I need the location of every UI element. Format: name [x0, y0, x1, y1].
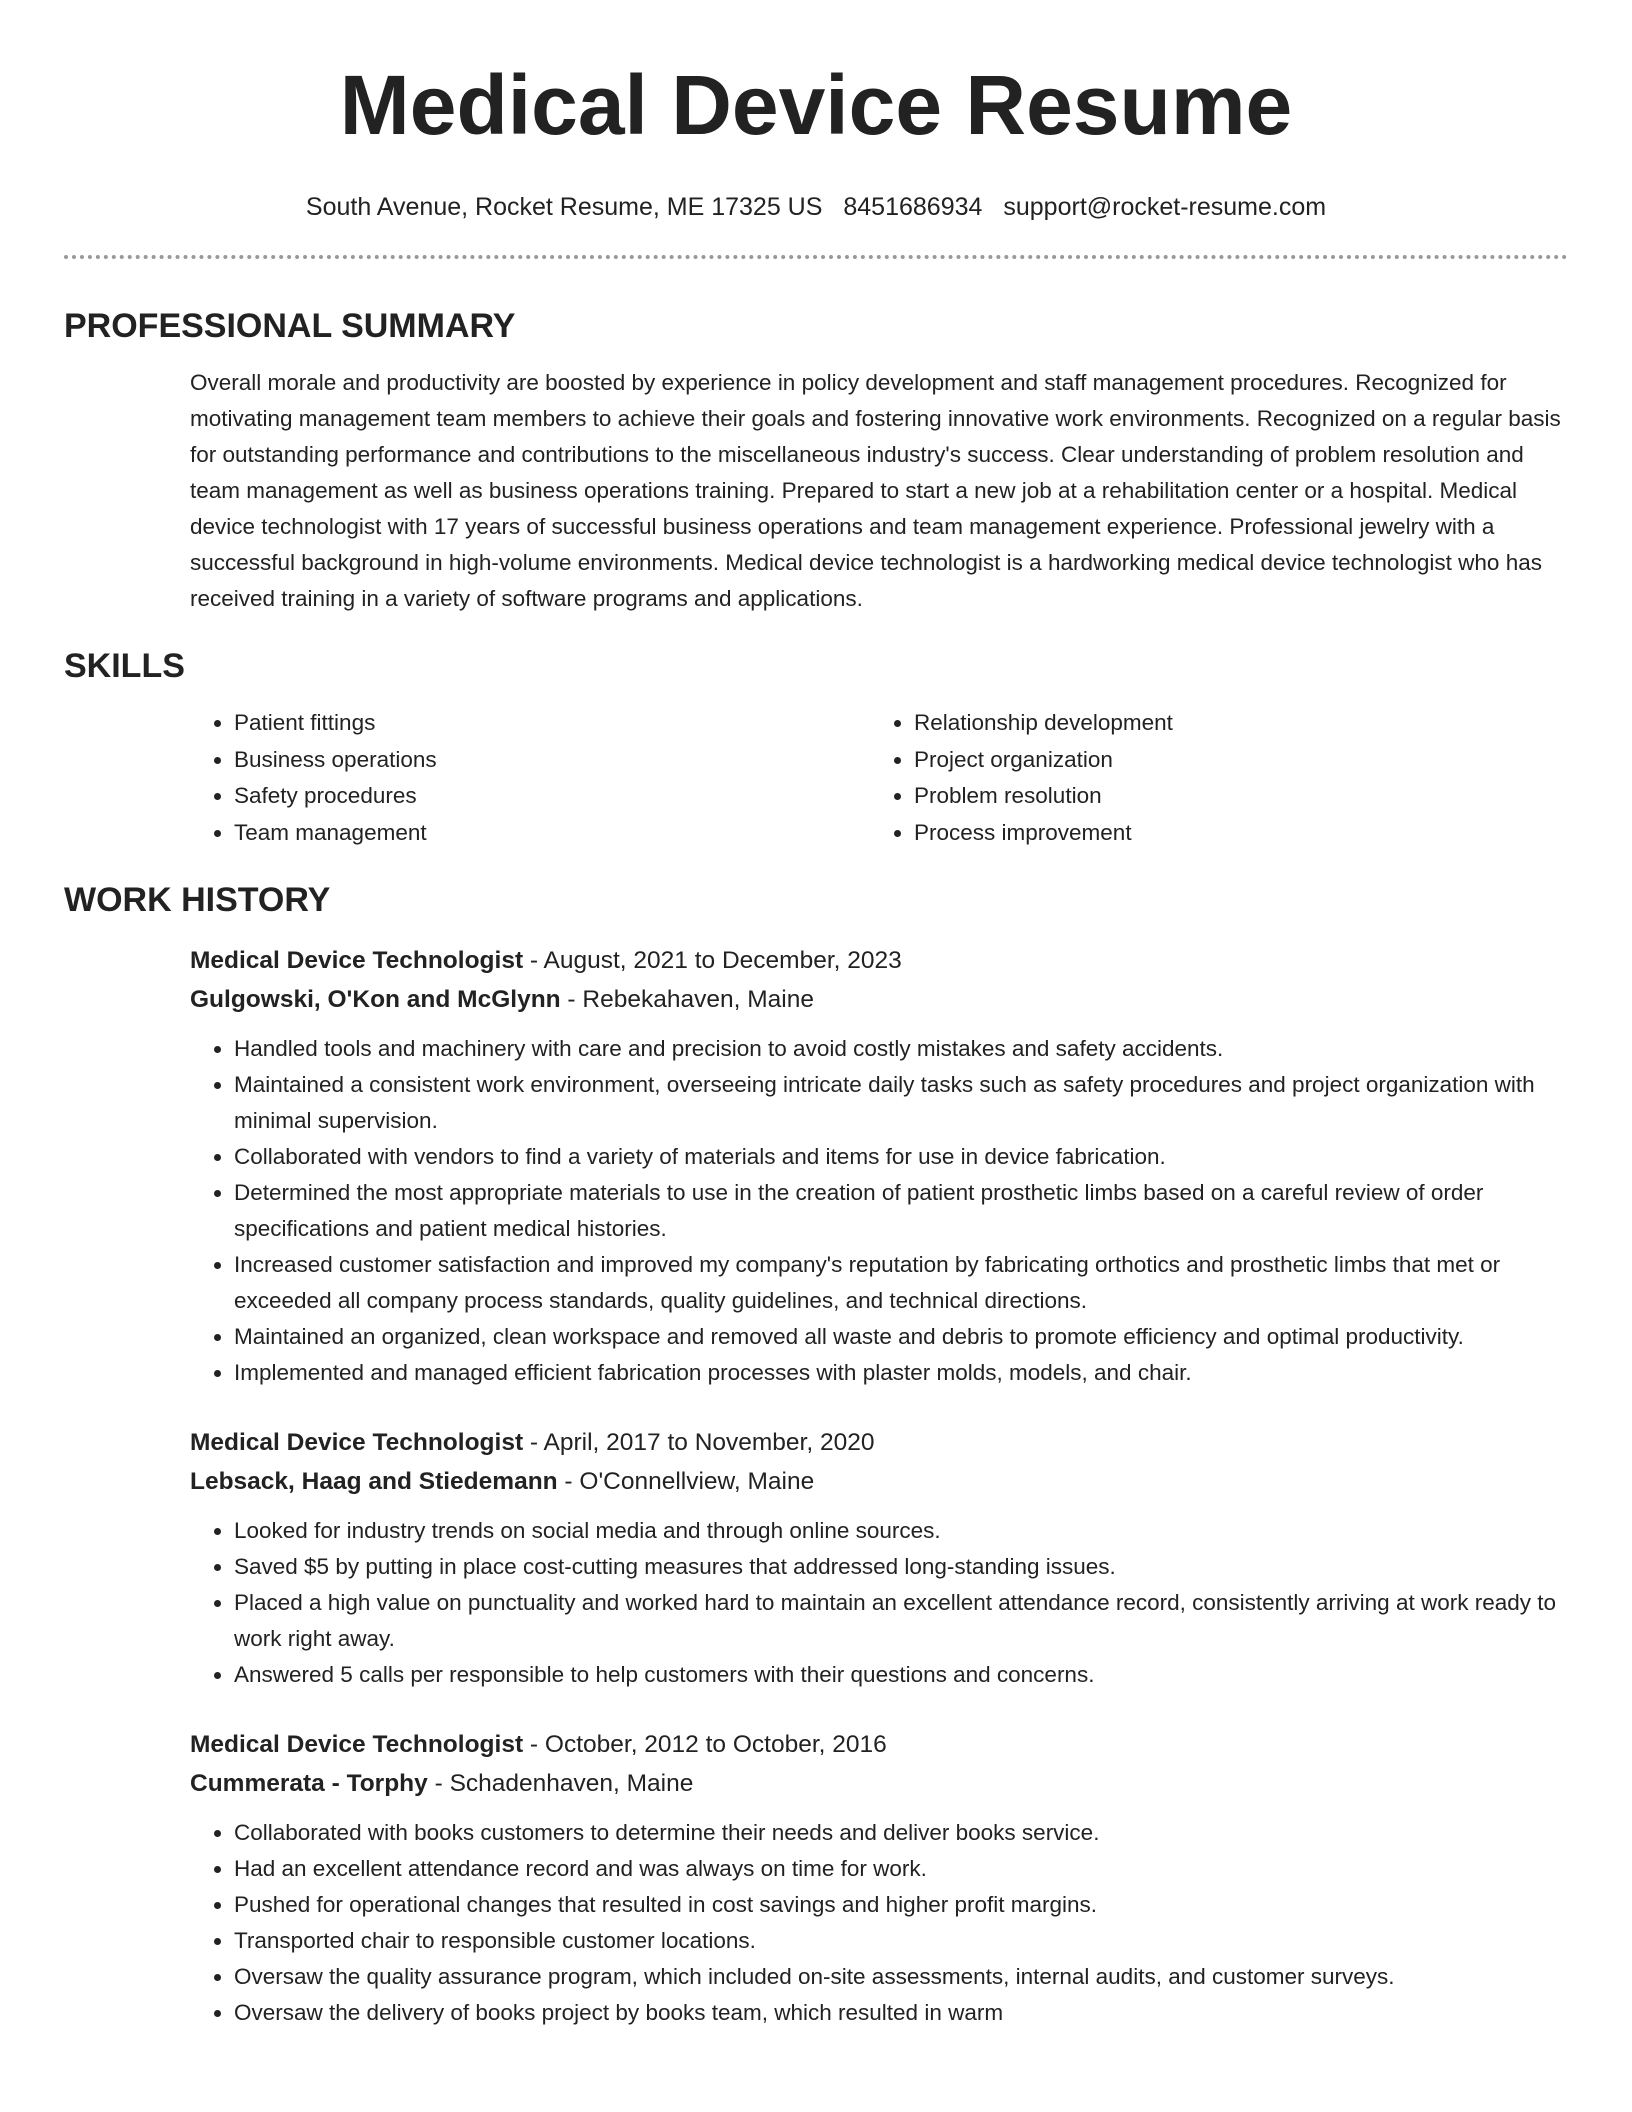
- job-entry: [190, 1725, 1568, 2031]
- job-bullets: [190, 1031, 1568, 1391]
- skills-column-left: [190, 705, 870, 851]
- job-entry: [190, 1423, 1568, 1693]
- separator: -: [560, 986, 583, 1013]
- job-location: O'Connellview, Maine: [579, 1468, 815, 1495]
- job-bullet: • Handled tools and machinery with care and precision to avoid costly mistakes and safety accidents.: [234, 1031, 1568, 1067]
- resume-title: Medical Device Resume: [339, 58, 1293, 152]
- skill-item: • Business operations: [234, 742, 870, 779]
- job-bullet: • Collaborated with books customers to determine their needs and deliver books service.: [234, 1815, 1568, 1851]
- job-bullet: • Had an excellent attendance record and was always on time for work.: [234, 1851, 1568, 1887]
- skill-item: • Process improvement: [914, 815, 1550, 852]
- skill-item: • Relationship development: [914, 705, 1550, 742]
- job-company: Cummerata - Torphy: [190, 1770, 428, 1797]
- skills-heading: SKILLS: [64, 647, 185, 685]
- job-company-line: [190, 980, 1568, 1019]
- contact-address: South Avenue, Rocket Resume, ME 17325 US: [305, 193, 823, 221]
- job-dates: October, 2012 to October, 2016: [544, 1731, 887, 1758]
- job-company-line: [190, 1462, 1568, 1501]
- job-role-line: [190, 1423, 1568, 1462]
- job-bullet: • Transported chair to responsible customer locations.: [234, 1923, 1568, 1959]
- job-dates: August, 2021 to December, 2023: [543, 947, 902, 974]
- job-bullet: • Implemented and managed efficient fabrication processes with plaster molds, models, and chair.: [234, 1355, 1568, 1391]
- skill-item: • Project organization: [914, 742, 1550, 779]
- summary-heading: PROFESSIONAL SUMMARY: [64, 307, 516, 345]
- job-role: Medical Device Technologist: [190, 947, 524, 974]
- job-bullet: • Maintained an organized, clean workspace and removed all waste and debris to promote efficiency and optimal productivity.: [234, 1319, 1568, 1355]
- job-company: Gulgowski, O'Kon and McGlynn: [190, 986, 561, 1013]
- job-location: Schadenhaven, Maine: [449, 1770, 694, 1797]
- job-entry: [190, 941, 1568, 1391]
- separator: -: [427, 1770, 450, 1797]
- contact-line: [64, 191, 1568, 223]
- header-divider: [64, 255, 1568, 259]
- job-bullet: • Answered 5 calls per responsible to help customers with their questions and concerns.: [234, 1657, 1568, 1693]
- resume-header: [64, 0, 1568, 223]
- skill-item: • Patient fittings: [234, 705, 870, 742]
- job-bullet: • Increased customer satisfaction and improved my company's reputation by fabricating orthotics and prosthetic limbs that met or exceeded all company process standards, quality guidelines, and technical directions.: [234, 1247, 1568, 1319]
- separator: -: [557, 1468, 580, 1495]
- job-bullet: • Pushed for operational changes that resulted in cost savings and higher profit margins.: [234, 1887, 1568, 1923]
- summary-text: Overall morale and productivity are boosted by experience in policy development and staff management procedures. Recognized for motivating management team members to achieve their goals and fostering innovative work environments. Recognized on a regular basis for outstanding performance and contributions to the miscellaneous industry's success. Clear understanding of problem resolution and team management as well as business operations training. Prepared to start a new job at a rehabilitation center or a hospital. Medical device technologist with 17 years of successful business operations and team management experience. Professional jewelry with a successful background in high-volume environments. Medical device technologist is a hardworking medical device technologist who has received training in a variety of software programs and applications.: [190, 370, 1561, 611]
- job-bullet: • Placed a high value on punctuality and worked hard to maintain an excellent attendance record, consistently arriving at work ready to work right away.: [234, 1585, 1568, 1657]
- job-role: Medical Device Technologist: [190, 1429, 524, 1456]
- job-bullets: [190, 1513, 1568, 1693]
- job-role: Medical Device Technologist: [190, 1731, 524, 1758]
- contact-phone: 8451686934: [843, 193, 983, 221]
- skill-item: • Team management: [234, 815, 870, 852]
- skill-item: • Safety procedures: [234, 778, 870, 815]
- separator: -: [523, 1429, 544, 1456]
- job-company: Lebsack, Haag and Stiedemann: [190, 1468, 558, 1495]
- job-bullet: • Maintained a consistent work environment, overseeing intricate daily tasks such as safety procedures and project organization with minimal supervision.: [234, 1067, 1568, 1139]
- job-bullet: • Determined the most appropriate materials to use in the creation of patient prosthetic limbs based on a careful review of order specifications and patient medical histories.: [234, 1175, 1568, 1247]
- job-role-line: [190, 941, 1568, 980]
- job-location: Rebekahaven, Maine: [582, 986, 814, 1013]
- contact-email: support@rocket-resume.com: [1003, 193, 1327, 221]
- job-bullet: • Oversaw the quality assurance program, which included on-site assessments, internal audits, and customer surveys.: [234, 1959, 1568, 1995]
- job-bullet: • Looked for industry trends on social media and through online sources.: [234, 1513, 1568, 1549]
- work-history-heading: WORK HISTORY: [64, 881, 331, 919]
- skill-item: • Problem resolution: [914, 778, 1550, 815]
- skills-list: [190, 705, 1568, 851]
- job-company-line: [190, 1764, 1568, 1803]
- separator: -: [523, 1731, 545, 1758]
- job-bullet: • Saved $5 by putting in place cost-cutting measures that addressed long-standing issues.: [234, 1549, 1568, 1585]
- skills-column-right: [870, 705, 1550, 851]
- job-dates: April, 2017 to November, 2020: [543, 1429, 875, 1456]
- job-role-line: [190, 1725, 1568, 1764]
- job-bullet: • Collaborated with vendors to find a variety of materials and items for use in device fabrication.: [234, 1139, 1568, 1175]
- separator: -: [523, 947, 544, 974]
- job-bullet: • Oversaw the delivery of books project by books team, which resulted in warm: [234, 1995, 1568, 2031]
- job-bullets: [190, 1815, 1568, 2031]
- resume-page: [64, 0, 1568, 2031]
